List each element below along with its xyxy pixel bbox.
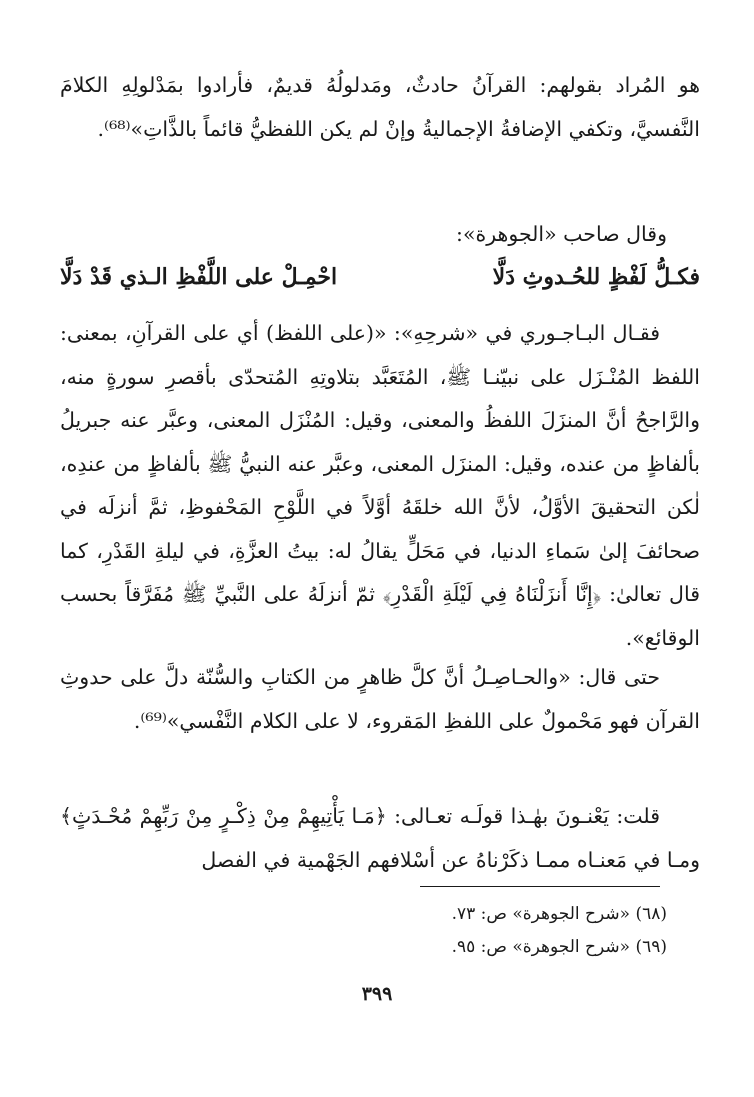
verse-hemistich-right: فكـلُّ لَفْظٍ للحُـدوثِ دَلَّا: [492, 264, 700, 290]
paragraph-1: هو المُراد بقولهم: القرآنُ حادثٌ، ومَدلولُهُ قديمٌ، فأرادوا بمَدْلولِهِ الكلامَ النَّفسيَّ، وتكفي الإضافةُ الإجماليةُ وإنْ لم يكن اللفظيُّ قائماً بالذَّاتِ»⁽⁶⁸⁾.: [60, 73, 700, 141]
paragraph-3: حتى قال: «والحـاصِـلُ أنَّ كلَّ ظاهرٍ من الكتابِ والسُّنّة دلَّ على حدوثِ القرآن فهو مَحْمولٌ على اللفظِ المَقروء، لا على الكلام النَّفْسي»⁽⁶⁹⁾.: [60, 665, 700, 733]
verse-hemistich-left: احْمِـلْ على اللَّفْظِ الـذي قَدْ دَلَّا: [60, 264, 338, 290]
paragraph-4: قلت: يَعْنـونَ بهٰـذا قولَـه تعـالى: ﴿مَـا يَأْتِيهِمْ مِنْ ذِكْـرٍ مِنْ رَبِّهِمْ مُحْـدَثٍ﴾ ومـا في مَعنـاه ممـا ذكَرْناهُ عن أسْلافهم الجَهْمية في الفصل: [60, 804, 700, 872]
footnote-separator: [420, 886, 660, 887]
page-number: ٣٩٩: [361, 983, 393, 1005]
footnote-68: (٦٨) «شرح الجوهرة» ص: ٧٣.: [451, 904, 667, 924]
footnote-69: (٦٩) «شرح الجوهرة» ص: ٩٥.: [451, 937, 667, 957]
section-heading: وقال صاحب «الجوهرة»:: [456, 222, 667, 246]
paragraph-2: فقـال البـاجـوري في «شرحِهِ»: «(على اللفظ) أي على القرآنِ، بمعنى: اللفظ المُنْـزَل على نبيّنـا ﷺ، المُتَعَبَّد بتلاوتِهِ المُتحدّى بأقصرِ سورةٍ منه، والرَّاجحُ أنَّ المنزَلَ اللفظُ والمعنى، وقيل: المُنْزَل المعنى، وعبَّر عنه جبريلُ بألفاظٍ من عنده، وقيل: المنزَل المعنى، وعبَّر عنه النبيُّ ﷺ بألفاظٍ من عندِه، لٰكن التحقيقَ الأوَّلُ، لأنَّ الله خلقَهُ أوَّلاً في اللَّوْحِ المَحْفوظِ، ثمَّ أنزلَه في صحائفَ إلىٰ سَماءِ الدنيا، في مَحَلٍّ يقالُ له: بيتُ العزَّةِ، في ليلةِ القَدْرِ، كما قال تعالىٰ: ﴿إِنَّا أَنزَلْنَاهُ فِي لَيْلَةِ الْقَدْرِ﴾ ثمّ أنزلَهُ على النَّبيِّ ﷺ مُفَرَّقاً بحسب الوقائع».: [60, 321, 700, 650]
poetry-verse: [60, 255, 700, 299]
